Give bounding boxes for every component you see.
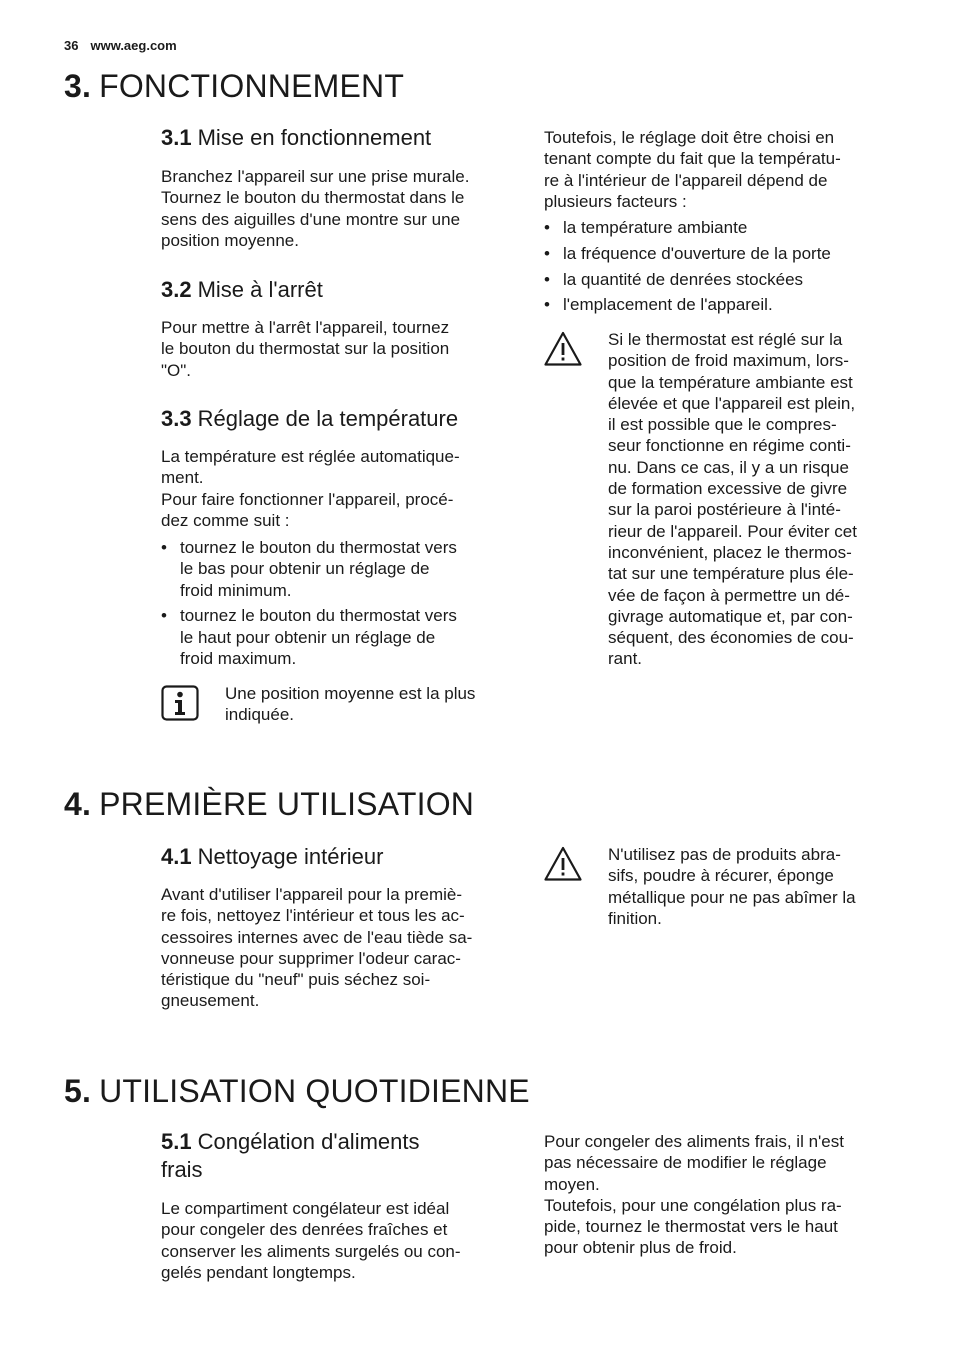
page-number: 36	[64, 38, 79, 53]
section-4-number: 4.	[64, 786, 92, 822]
text-line: sifs, poudre à récurer, éponge	[608, 866, 834, 886]
text-line: vonneuse pour supprimer l'odeur carac-	[161, 948, 461, 968]
text-line: Branchez l'appareil sur une prise murale.	[161, 167, 470, 186]
text-line: gelés pendant longtemps.	[161, 1262, 356, 1282]
text-line: • tournez le bouton du thermostat vers	[180, 538, 457, 557]
text-line: gneusement.	[161, 991, 260, 1011]
list-item: • la quantité de denrées stockées	[544, 269, 831, 290]
subsection-3-1-text	[161, 166, 469, 251]
text-line: • tournez le bouton du thermostat vers	[180, 606, 457, 626]
text-line: séquent, des économies de cou-	[608, 628, 854, 648]
text-line: "O".	[161, 360, 192, 380]
subsection-4-1-title: Nettoyage intérieur	[197, 844, 384, 869]
text-line: de formation excessive de givre	[608, 479, 848, 499]
text-line: re à l'intérieur de l'appareil dépend de	[544, 170, 828, 190]
text-line: position moyenne.	[161, 230, 299, 250]
subsection-3-1-title: Mise en fonctionnement	[197, 125, 432, 150]
subsection-3-1-number: 3.1	[161, 125, 192, 150]
text-line: position de froid maximum, lors-	[608, 351, 849, 371]
text-line: conserver les aliments surgelés ou con-	[161, 1241, 461, 1261]
subsection-5-1-number: 5.1	[161, 1129, 192, 1154]
warning-text	[608, 329, 857, 670]
list-item: • l'emplacement de l'appareil.	[544, 294, 831, 315]
subsection-3-2-number: 3.2	[161, 277, 192, 302]
subsection-5-1-heading	[161, 1128, 419, 1184]
text-line: élevée et que l'appareil est plein,	[608, 393, 856, 413]
text-line: cessoires internes avec de l'eau tiède sa-	[161, 927, 473, 947]
page-header	[64, 38, 189, 53]
text-line: nu. Dans ce cas, il y a un risque	[608, 457, 849, 477]
text-line: froid minimum.	[180, 580, 292, 600]
text-line: pide, tournez le thermostat vers le haut	[544, 1217, 838, 1237]
text-line: moyen.	[544, 1174, 600, 1194]
text-line: inconvénient, placez le thermos-	[608, 542, 852, 562]
text-line: sens des aiguilles d'une montre sur une	[161, 209, 461, 229]
text-line: Le compartiment congélateur est idéal	[161, 1199, 450, 1218]
subsection-3-3-number: 3.3	[161, 406, 192, 431]
section-4-title: PREMIÈRE UTILISATION	[99, 786, 475, 822]
list-item	[161, 605, 457, 669]
text-line: pas nécessaire de modifier le réglage	[544, 1153, 827, 1173]
text-line: rieur de l'appareil. Pour éviter cet	[608, 521, 857, 541]
text-line: finition.	[608, 908, 662, 928]
text-line: Toutefois, le réglage doit être choisi en	[544, 128, 835, 147]
text-line: que la température ambiante est	[608, 372, 853, 392]
subsection-3-3-text	[161, 446, 460, 531]
text-line: tenant compte du fait que la températu-	[544, 149, 841, 169]
text-line: pour obtenir plus de froid.	[544, 1238, 737, 1258]
text-line: Si le thermostat est réglé sur la	[608, 330, 843, 349]
warning-icon	[544, 846, 582, 882]
text-line: La température est réglée automatique-	[161, 447, 460, 466]
section-5-title: UTILISATION QUOTIDIENNE	[99, 1073, 530, 1109]
text-line: il est possible que le compres-	[608, 415, 837, 435]
text-line: Toutefois, pour une congélation plus ra-	[544, 1195, 842, 1215]
subsection-3-3-title: Réglage de la température	[197, 406, 459, 431]
text-line: vée de façon à permettre un dé-	[608, 585, 850, 605]
info-note-text	[225, 683, 475, 726]
section-3-number: 3.	[64, 68, 92, 104]
subsection-3-2-text	[161, 317, 449, 381]
text-line: dez comme suit :	[161, 510, 290, 530]
list-item	[161, 537, 457, 601]
subsection-5-1-title-continued: frais	[161, 1157, 203, 1182]
text-line: le bouton du thermostat sur la position	[161, 339, 450, 359]
subsection-4-1-text	[161, 884, 472, 1012]
subsection-3-2-heading	[161, 276, 323, 304]
section-5-heading	[64, 1073, 530, 1110]
text-line: Tournez le bouton du thermostat dans le	[161, 188, 465, 208]
section-5-right-text	[544, 1131, 844, 1259]
warning-text	[608, 844, 856, 929]
list-item: • la température ambiante	[544, 217, 831, 238]
text-line: rant.	[608, 649, 643, 669]
text-line: métallique pour ne pas abîmer la	[608, 887, 856, 907]
text-line: Pour congeler des aliments frais, il n'est	[544, 1132, 844, 1151]
text-line: givrage automatique et, par con-	[608, 606, 853, 626]
subsection-4-1-heading	[161, 843, 383, 871]
section-4-heading	[64, 786, 474, 823]
website-url: www.aeg.com	[90, 38, 177, 53]
text-line: pour congeler des denrées fraîches et	[161, 1220, 448, 1240]
factors-list	[544, 217, 831, 320]
subsection-5-1-title: Congélation d'aliments	[197, 1129, 420, 1154]
text-line: téristique du "neuf" puis séchez soi-	[161, 970, 431, 990]
text-line: N'utilisez pas de produits abra-	[608, 845, 841, 864]
subsection-3-2-title: Mise à l'arrêt	[197, 277, 323, 302]
warning-icon	[544, 331, 582, 367]
section-3-heading	[64, 68, 404, 105]
subsection-3-3-bullets	[161, 537, 457, 674]
subsection-3-1-heading	[161, 124, 431, 152]
text-line: plusieurs facteurs :	[544, 191, 687, 211]
text-line: indiquée.	[225, 705, 295, 725]
text-line: froid maximum.	[180, 648, 297, 668]
subsection-5-1-text	[161, 1198, 461, 1283]
list-item: • la fréquence d'ouverture de la porte	[544, 243, 831, 264]
text-line: Pour mettre à l'arrêt l'appareil, tournez	[161, 318, 450, 337]
text-line: le bas pour obtenir un réglage de	[180, 559, 430, 579]
text-line: Avant d'utiliser l'appareil pour la premiè-	[161, 885, 462, 904]
subsection-3-3-heading	[161, 405, 458, 433]
text-line: re fois, nettoyez l'intérieur et tous les ac-	[161, 906, 465, 926]
text-line: Pour faire fonctionner l'appareil, procé-	[161, 489, 454, 509]
section-3-right-text	[544, 127, 841, 212]
section-3-title: FONCTIONNEMENT	[99, 68, 405, 104]
text-line: sur la paroi postérieure à l'inté-	[608, 500, 841, 520]
subsection-4-1-number: 4.1	[161, 844, 192, 869]
text-line: tat sur une température plus éle-	[608, 564, 854, 584]
text-line: ment.	[161, 468, 204, 488]
section-5-number: 5.	[64, 1073, 92, 1109]
info-icon	[161, 685, 199, 721]
text-line: seur fonctionne en régime conti-	[608, 436, 851, 456]
text-line: Une position moyenne est la plus	[225, 684, 476, 703]
text-line: le haut pour obtenir un réglage de	[180, 627, 436, 647]
